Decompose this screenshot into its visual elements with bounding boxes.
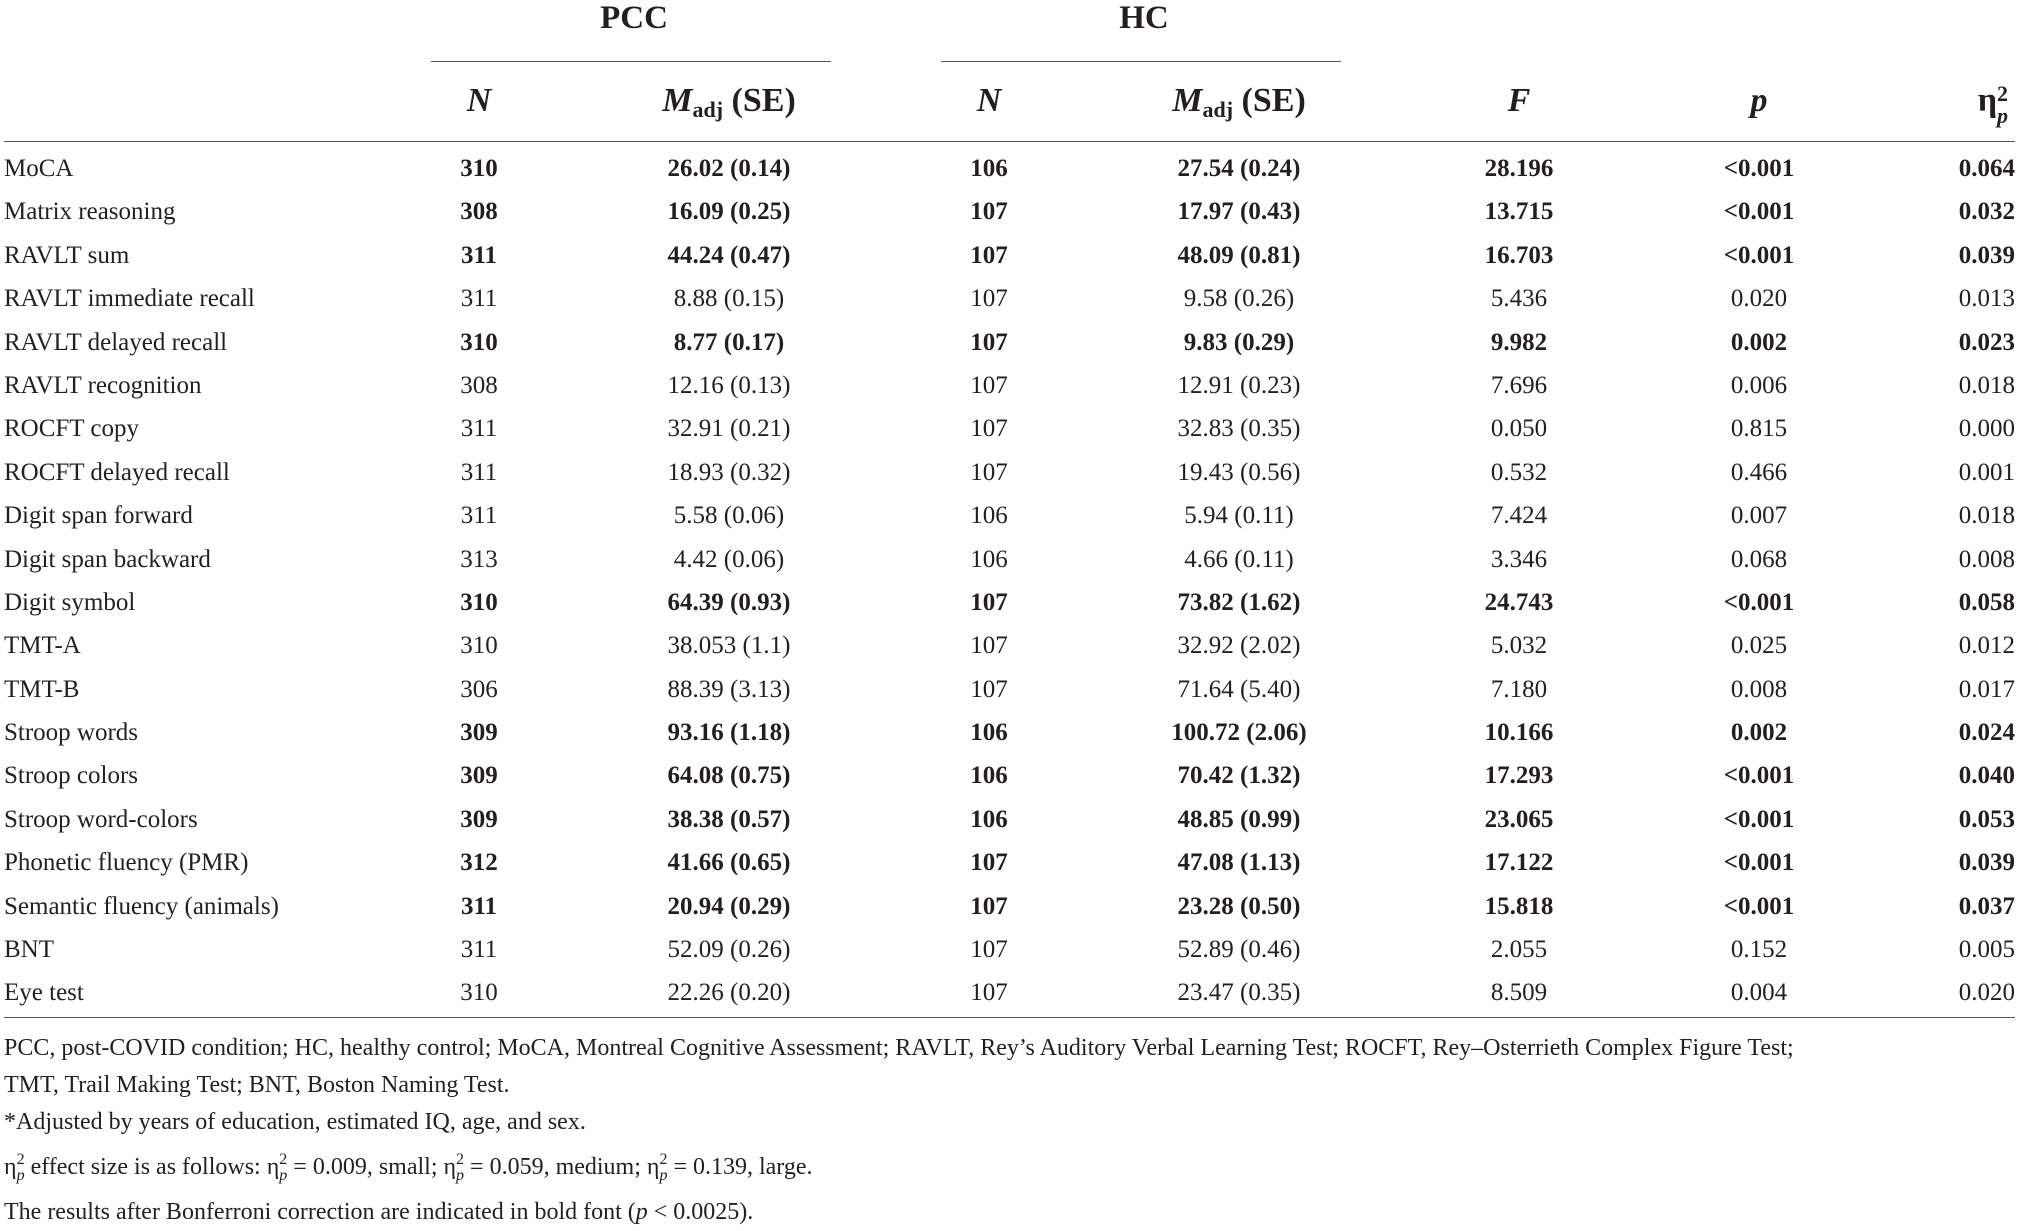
row-test-name: ROCFT copy (4, 415, 139, 443)
table-row (4, 277, 2015, 320)
row-f-value: 28.196 (1484, 155, 1554, 182)
row-madj-pcc: 38.053 (1.1) (667, 632, 791, 660)
row-test-name: BNT (4, 936, 54, 964)
row-p-value: <0.001 (1723, 155, 1795, 182)
table-row (4, 234, 2015, 277)
row-f-value: 10.166 (1484, 719, 1554, 747)
row-eta-value: 0.017 (1958, 675, 2015, 703)
row-n-hc: 107 (970, 328, 1008, 356)
row-madj-pcc: 22.26 (0.20) (667, 979, 791, 1007)
table-row (4, 190, 2015, 233)
row-f-value: 8.509 (1490, 979, 1548, 1007)
row-p-value: <0.001 (1723, 805, 1795, 833)
row-f-value: 23.065 (1484, 805, 1554, 833)
group-header-hc: HC (1119, 0, 1169, 36)
row-n-pcc: 311 (460, 936, 498, 964)
row-n-pcc: 310 (460, 588, 498, 616)
col-header-p: p (1750, 82, 1768, 119)
table-row (4, 841, 2015, 884)
row-n-hc: 107 (970, 632, 1008, 660)
row-p-value: 0.466 (1730, 458, 1788, 486)
row-p-value: 0.006 (1730, 371, 1788, 399)
group-header-pcc: PCC (600, 0, 668, 36)
table-row (4, 711, 2015, 754)
row-madj-hc: 32.83 (0.35) (1177, 415, 1301, 443)
row-madj-hc: 23.47 (0.35) (1177, 979, 1301, 1007)
row-n-hc: 106 (970, 155, 1008, 182)
table-row (4, 885, 2015, 928)
table-row (4, 971, 2015, 1014)
row-n-pcc: 312 (460, 849, 498, 877)
row-p-value: 0.815 (1730, 415, 1788, 443)
row-madj-hc: 17.97 (0.43) (1177, 198, 1301, 226)
row-p-value: <0.001 (1723, 762, 1795, 790)
row-n-pcc: 310 (460, 632, 498, 660)
row-test-name: Stroop words (4, 719, 139, 747)
row-madj-pcc: 8.77 (0.17) (673, 328, 785, 356)
table-row (4, 798, 2015, 841)
row-madj-pcc: 88.39 (3.13) (667, 675, 791, 703)
row-p-value: <0.001 (1723, 892, 1795, 920)
table-row (4, 321, 2015, 364)
row-n-pcc: 308 (460, 371, 498, 399)
row-test-name: Stroop colors (4, 762, 139, 790)
row-eta-value: 0.064 (1958, 155, 2015, 182)
row-madj-hc: 5.94 (0.11) (1184, 502, 1294, 530)
row-n-pcc: 308 (460, 198, 498, 226)
row-p-value: 0.068 (1730, 545, 1788, 573)
table-row (4, 668, 2015, 711)
row-n-pcc: 311 (460, 502, 498, 530)
row-p-value: <0.001 (1723, 241, 1795, 269)
footnote-abbreviations-1: PCC, post-COVID condition; HC, healthy control; MoCA, Montreal Cognitive Assessment; RAVLT, Rey’s Auditory Verbal Learning Test; ROCFT, Rey–Osterrieth Complex Figure Test; (4, 1035, 1794, 1061)
row-eta-value: 0.024 (1958, 719, 2015, 747)
row-madj-hc: 71.64 (5.40) (1177, 675, 1301, 703)
row-madj-pcc: 41.66 (0.65) (667, 849, 791, 877)
row-f-value: 13.715 (1484, 198, 1554, 226)
row-eta-value: 0.012 (1958, 632, 2015, 660)
col-header-madj-pcc: $M_{adj}$ (SE) (662, 82, 796, 122)
row-n-hc: 106 (970, 719, 1008, 747)
row-p-value: 0.008 (1730, 675, 1788, 703)
row-f-value: 24.743 (1484, 588, 1554, 616)
row-n-pcc: 309 (460, 762, 498, 790)
col-header-n-hc: N (976, 82, 1002, 119)
row-madj-pcc: 64.08 (0.75) (667, 762, 791, 790)
row-n-hc: 107 (970, 285, 1008, 313)
table-row (4, 364, 2015, 407)
row-f-value: 5.032 (1490, 632, 1548, 660)
row-test-name: ROCFT delayed recall (4, 458, 230, 486)
row-test-name: Digit symbol (4, 588, 136, 616)
row-p-value: <0.001 (1723, 849, 1795, 877)
row-eta-value: 0.039 (1958, 241, 2015, 269)
row-p-value: <0.001 (1723, 198, 1795, 226)
row-n-pcc: 313 (460, 545, 498, 573)
col-header-f: F (1507, 82, 1531, 119)
row-madj-hc: 100.72 (2.06) (1171, 719, 1307, 747)
footnote-effect-size: $\eta^2_p$ effect size is as follows: $\eta^2_p = 0.009$, small; $\eta^2_p = 0.059$, medium; $\eta^2_p = 0.139$, large. (4, 1151, 813, 1184)
row-test-name: TMT-B (4, 675, 80, 703)
row-madj-pcc: 18.93 (0.32) (667, 458, 791, 486)
row-n-hc: 107 (970, 241, 1008, 269)
row-n-pcc: 310 (460, 155, 498, 182)
row-eta-value: 0.008 (1958, 545, 2015, 573)
row-madj-pcc: 16.09 (0.25) (667, 198, 791, 226)
row-f-value: 17.122 (1484, 849, 1554, 877)
row-p-value: 0.152 (1730, 936, 1788, 964)
bottom-rule (4, 1017, 2015, 1018)
row-n-pcc: 311 (460, 241, 498, 269)
row-madj-hc: 12.91 (0.23) (1177, 371, 1301, 399)
row-madj-pcc: 4.42 (0.06) (673, 545, 785, 573)
col-header-n-pcc: N (466, 82, 492, 119)
row-eta-value: 0.018 (1958, 371, 2015, 399)
row-f-value: 7.180 (1490, 675, 1548, 703)
row-n-hc: 107 (970, 458, 1008, 486)
row-p-value: 0.020 (1730, 285, 1788, 313)
row-madj-pcc: 32.91 (0.21) (667, 415, 791, 443)
row-p-value: <0.001 (1723, 588, 1795, 616)
row-madj-hc: 9.58 (0.26) (1183, 285, 1295, 313)
row-n-hc: 106 (970, 545, 1008, 573)
row-eta-value: 0.058 (1958, 588, 2015, 616)
row-n-pcc: 311 (460, 285, 498, 313)
row-madj-hc: 70.42 (1.32) (1177, 762, 1301, 790)
row-madj-pcc: 20.94 (0.29) (667, 892, 791, 920)
row-f-value: 15.818 (1484, 892, 1554, 920)
row-f-value: 9.982 (1490, 328, 1548, 356)
group-rule-hc (941, 61, 1341, 62)
row-test-name: Digit span forward (4, 502, 193, 530)
row-madj-pcc: 52.09 (0.26) (667, 936, 791, 964)
row-eta-value: 0.040 (1958, 762, 2015, 790)
row-f-value: 16.703 (1484, 241, 1554, 269)
row-f-value: 7.424 (1490, 502, 1548, 530)
footnote-abbreviations-2: TMT, Trail Making Test; BNT, Boston Naming Test. (4, 1072, 510, 1098)
row-n-hc: 107 (970, 415, 1008, 443)
row-f-value: 5.436 (1490, 285, 1548, 313)
footnote-adjusted: *Adjusted by years of education, estimated IQ, age, and sex. (4, 1109, 586, 1135)
row-madj-pcc: 93.16 (1.18) (667, 719, 791, 747)
row-eta-value: 0.001 (1958, 458, 2015, 486)
row-n-pcc: 310 (460, 328, 498, 356)
row-eta-value: 0.020 (1958, 979, 2015, 1007)
row-n-pcc: 309 (460, 719, 498, 747)
row-madj-hc: 23.28 (0.50) (1177, 892, 1301, 920)
row-madj-pcc: 26.02 (0.14) (667, 155, 791, 182)
row-n-hc: 107 (970, 892, 1008, 920)
row-n-hc: 107 (970, 979, 1008, 1007)
row-eta-value: 0.013 (1958, 285, 2015, 313)
row-eta-value: 0.037 (1958, 892, 2015, 920)
row-n-hc: 106 (970, 805, 1008, 833)
header-rule (4, 141, 2015, 142)
table-row (4, 754, 2015, 797)
row-p-value: 0.002 (1730, 328, 1788, 356)
row-eta-value: 0.053 (1958, 805, 2015, 833)
row-madj-hc: 19.43 (0.56) (1177, 458, 1301, 486)
row-n-hc: 107 (970, 936, 1008, 964)
row-p-value: 0.007 (1730, 502, 1788, 530)
row-test-name: RAVLT immediate recall (4, 285, 255, 313)
row-n-hc: 107 (970, 675, 1008, 703)
row-madj-pcc: 5.58 (0.06) (673, 502, 785, 530)
row-madj-pcc: 44.24 (0.47) (667, 241, 791, 269)
row-madj-hc: 48.09 (0.81) (1177, 241, 1301, 269)
table-row (4, 494, 2015, 537)
row-madj-hc: 32.92 (2.02) (1177, 632, 1301, 660)
row-n-hc: 107 (970, 849, 1008, 877)
col-header-eta: η 2 p (1977, 81, 2008, 128)
table-row (4, 538, 2015, 581)
row-n-pcc: 311 (460, 458, 498, 486)
row-f-value: 3.346 (1490, 545, 1548, 573)
row-test-name: RAVLT delayed recall (4, 328, 228, 356)
row-f-value: 7.696 (1490, 371, 1548, 399)
row-madj-hc: 48.85 (0.99) (1177, 805, 1301, 833)
footnote-bonferroni: The results after Bonferroni correction are indicated in bold font (p < 0.0025). (4, 1199, 754, 1225)
row-n-pcc: 311 (460, 892, 498, 920)
row-eta-value: 0.018 (1958, 502, 2015, 530)
table-row (4, 624, 2015, 667)
row-test-name: Eye test (4, 979, 84, 1007)
row-test-name: Semantic fluency (animals) (4, 892, 279, 920)
row-eta-value: 0.000 (1958, 415, 2015, 443)
row-eta-value: 0.032 (1958, 198, 2015, 226)
row-eta-value: 0.039 (1958, 849, 2015, 877)
row-madj-hc: 9.83 (0.29) (1183, 328, 1295, 356)
row-test-name: Phonetic fluency (PMR) (4, 849, 249, 877)
row-madj-pcc: 64.39 (0.93) (667, 588, 791, 616)
group-rule-pcc (431, 61, 831, 62)
row-n-hc: 107 (970, 198, 1008, 226)
row-f-value: 2.055 (1490, 936, 1548, 964)
row-test-name: Matrix reasoning (4, 198, 176, 226)
row-f-value: 17.293 (1484, 762, 1554, 790)
row-madj-hc: 52.89 (0.46) (1177, 936, 1301, 964)
row-f-value: 0.050 (1490, 415, 1548, 443)
row-n-hc: 107 (970, 588, 1008, 616)
row-eta-value: 0.005 (1958, 936, 2015, 964)
row-test-name: MoCA (4, 155, 74, 182)
table-row (4, 928, 2015, 971)
row-madj-pcc: 12.16 (0.13) (667, 371, 791, 399)
row-n-hc: 106 (970, 502, 1008, 530)
row-p-value: 0.025 (1730, 632, 1788, 660)
row-n-pcc: 311 (460, 415, 498, 443)
row-eta-value: 0.023 (1958, 328, 2015, 356)
col-header-madj-hc: $M_{adj}$ (SE) (1172, 82, 1306, 122)
row-madj-hc: 27.54 (0.24) (1177, 155, 1301, 182)
row-n-hc: 106 (970, 762, 1008, 790)
row-n-pcc: 310 (460, 979, 498, 1007)
table-row (4, 407, 2015, 450)
row-n-pcc: 306 (460, 675, 498, 703)
row-madj-hc: 47.08 (1.13) (1177, 849, 1301, 877)
row-madj-pcc: 8.88 (0.15) (673, 285, 785, 313)
row-p-value: 0.004 (1730, 979, 1788, 1007)
row-madj-hc: 4.66 (0.11) (1184, 545, 1294, 573)
row-test-name: Digit span backward (4, 545, 211, 573)
row-madj-hc: 73.82 (1.62) (1177, 588, 1301, 616)
row-madj-pcc: 38.38 (0.57) (667, 805, 791, 833)
table-row (4, 451, 2015, 494)
row-test-name: RAVLT recognition (4, 371, 202, 399)
row-f-value: 0.532 (1490, 458, 1548, 486)
table-footnotes (4, 1030, 2015, 1231)
row-n-hc: 107 (970, 371, 1008, 399)
row-n-pcc: 309 (460, 805, 498, 833)
table-body (4, 147, 2015, 1015)
table-row (4, 581, 2015, 624)
row-test-name: RAVLT sum (4, 241, 130, 269)
table-row (4, 147, 2015, 190)
row-test-name: TMT-A (4, 632, 81, 660)
row-p-value: 0.002 (1730, 719, 1788, 747)
row-test-name: Stroop word-colors (4, 805, 198, 833)
